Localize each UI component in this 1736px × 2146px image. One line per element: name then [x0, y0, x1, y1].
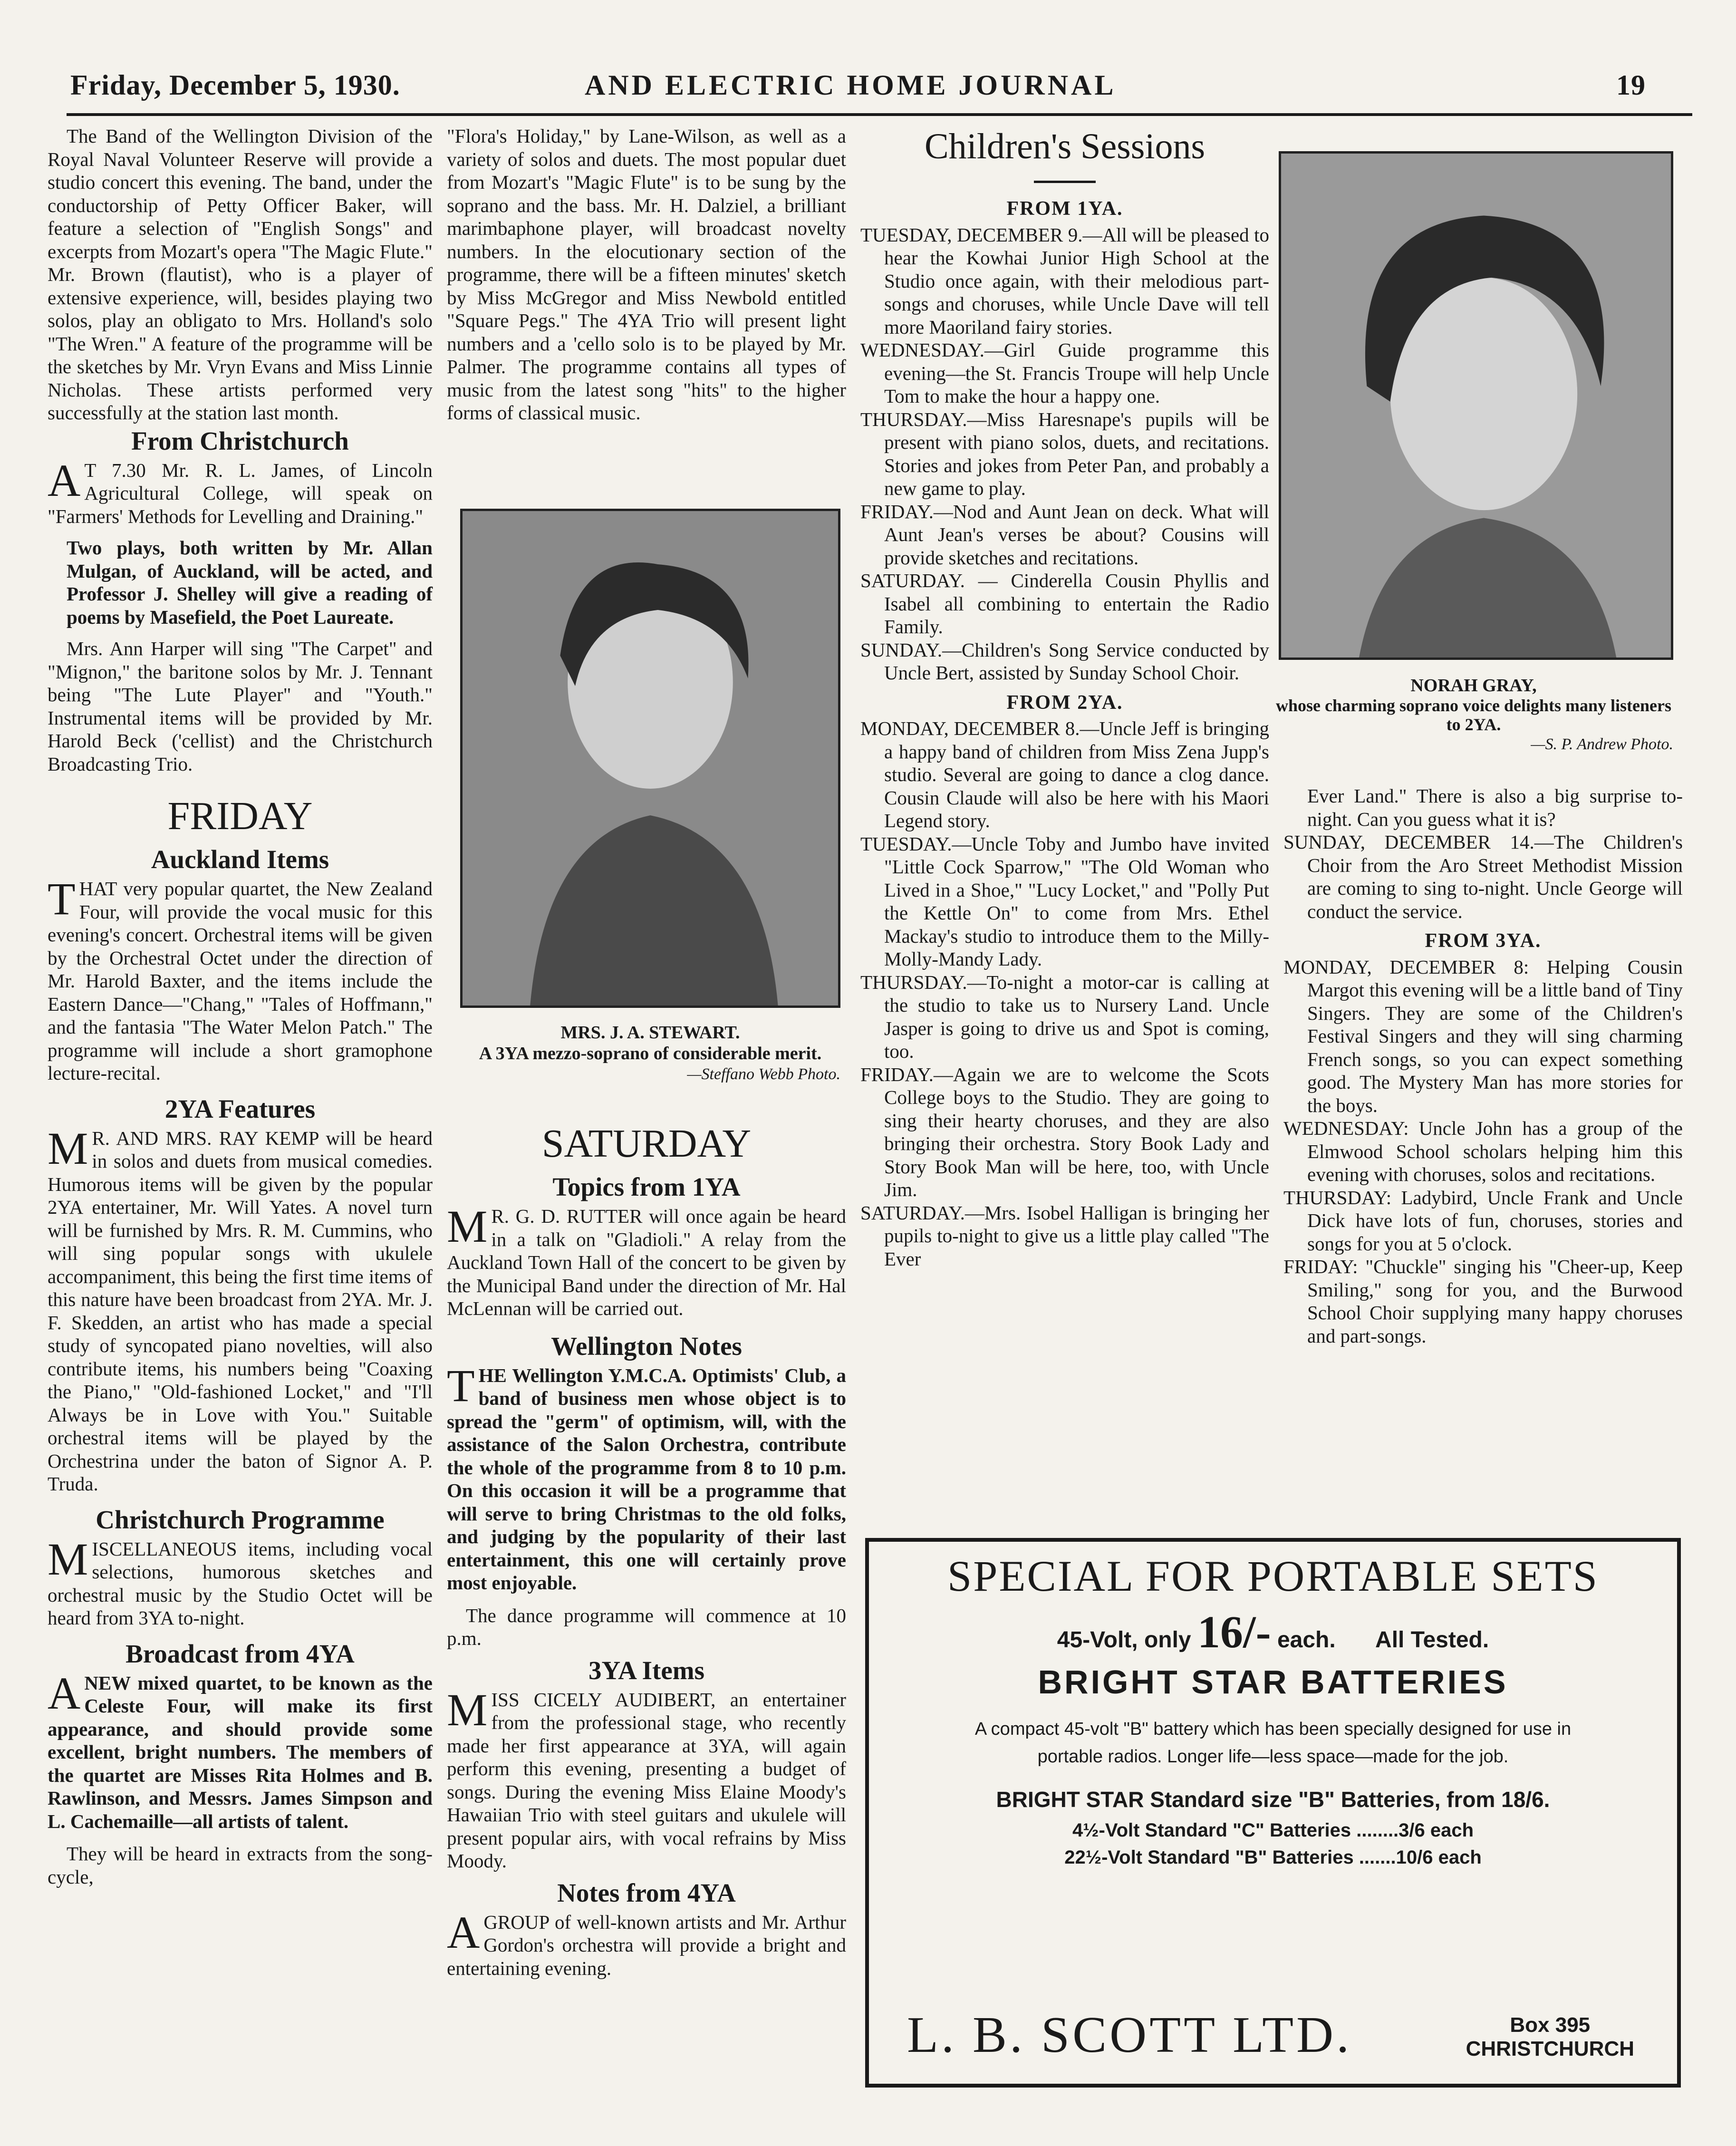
heading-from-2ya: FROM 2YA.	[1006, 691, 1123, 714]
flora-paragraph: "Flora's Holiday," by Lane-Wilson, as well as a variety of solos and duets. The most popular duet from Mozart's "Magic Flute" is to be sung by the soprano and the bass. Mr. H. Dalziel, a brilliant marimbaphone player, will broadcast novelty numbers. In the elocutionary section of the programme, there will be a fifteen minutes' sketch by Miss McGregor and Miss Newbold entitled "Square Pegs." The 4YA Trio will present light numbers and a 'cello solo is to be played by Mr. Palmer. The programme contains all types of music from the latest song "hits" to the higher forms of classical music.	[447, 125, 846, 424]
heading-divider	[1034, 181, 1096, 183]
journal-title: AND ELECTRIC HOME JOURNAL	[585, 69, 1117, 101]
plays-paragraph: Two plays, both written by Mr. Allan Mulgan, of Auckland, will be acted, and Professor J. Shelley will give a reading of poems by Masefield, the Poet Laureate.	[67, 537, 433, 628]
session-entry: THURSDAY.—Miss Haresnape's pupils will be present with piano solos, duets, and recitations. Stories and jokes from Peter Pan, and probably a new game to play.	[860, 408, 1269, 499]
session-entry: SUNDAY.—Children's Song Service conducted by Uncle Bert, assisted by Sunday School Choir.	[860, 638, 1269, 684]
session-entry: MONDAY, DECEMBER 8: Helping Cousin Margot this evening will be a little band of Tiny Singers. They are some of the Children's Festival Singers and they will sing charming French songs, so you can expect something good. The Mystery Man has more stories for the boys.	[1283, 956, 1683, 1116]
ad-standard-line: BRIGHT STAR Standard size "B" Batteries, from 18/6.	[996, 1787, 1550, 1812]
heading-from-3ya: FROM 3YA.	[1425, 930, 1542, 952]
everland-paragraph: Ever Land." There is also a big surprise to-night. Can you guess what it is?	[1307, 785, 1683, 830]
rutter-paragraph: M R. G. D. RUTTER will once again be heard in a talk on "Gladioli." A relay from the Auckland Town Hall of the concert to be given by the Municipal Band under the direction of Mr. Hal McLennan will be carried out.	[447, 1201, 846, 1319]
session-entry: WEDNESDAY.—Girl Guide programme this evening—the St. Francis Troupe will help Uncle Tom to make the hour a happy one.	[860, 339, 1269, 407]
ad-description: A compact 45-volt "B" battery which has been specially designed for use in portable radios. Longer life—less space—made for the job.	[974, 1719, 1572, 1767]
james-paragraph: A T 7.30 Mr. R. L. James, of Lincoln Agricultural College, will speak on "Farmers' Methods for Levelling and Draining."	[48, 454, 433, 527]
heading-wellington-notes: Wellington Notes	[551, 1331, 742, 1361]
heading-from-christchurch: From Christchurch	[131, 426, 349, 455]
session-entry: MONDAY, DECEMBER 8.—Uncle Jeff is bringing a happy band of children from Miss Zena Jupp's studio. Several are going to dance a clog dance. Cousin Claude will also be here with his Maori Legend story.	[860, 717, 1269, 831]
heading-saturday: SATURDAY	[541, 1121, 752, 1166]
heading-3ya-items: 3YA Items	[588, 1655, 704, 1685]
celeste-paragraph: ANEW mixed quartet, to be known as the Celeste Four, will make its first appearance, and should provide some excellent, bright numbers. The members of the quartet are Misses Rita Holmes and B. Rawlinson, and Messrs. James Simpson and L. Cachemaille—all artists of talent.	[48, 1667, 433, 1832]
ad-company: L. B. SCOTT LTD.	[907, 2007, 1352, 2063]
kemp-paragraph: M R. AND MRS. RAY KEMP will be heard in solos and duets from musical comedies. Humorous items will be given by the popular 2YA entertainer, Mr. Will Yates. A novel turn will be furnished by Mrs. R. M. Cummins, who will sing popular songs with ukulele accompaniment, this being the first time items of this nature have been broadcast from 2YA. Mr. J. F. Skedden, an artist who has made a special study of syncopated piano novelties, will also contribute items, his numbers being "Coaxing the Piano," "Old-fashioned Locket," and "I'll Always be in Love with You." Suitable orchestral items will be played by the Orchestrina under the baton of Signor A. P. Truda.	[48, 1122, 433, 1495]
battery-advertisement	[865, 1538, 1681, 2088]
miscellaneous-paragraph: MISCELLANEOUS items, including vocal selections, humorous sketches and orchestral music by the Studio Octet will be heard from 3YA to-night.	[48, 1533, 433, 1629]
stewart-photo	[460, 509, 840, 1008]
naval-band-paragraph: The Band of the Wellington Division of the Royal Naval Volunteer Reserve will provide a studio concert this evening. The band, under the conductorship of Petty Officer Baker, will feature a selection of "English Songs" and excerpts from Mozart's opera "The Magic Flute." Mr. Brown (flautist), who is a player of extensive experience, will, besides playing two solos, play an obligato to Mrs. Holland's solo "The Wren." A feature of the programme will be the sketches by Mr. Vryn Evans and Miss Linnie Nicholas. These artists performed very successfully at the station last month.	[48, 125, 433, 424]
ymca-paragraph: THE Wellington Y.M.C.A. Optimists' Club, a band of business men whose object is to spread the "germ" of optimism, will, with the assistance of the Salon Orchestra, contribute the whole of the programme from 8 to 10 p.m. On this occasion it will be a programme that will serve to bring Christmas to the old folks, and judging by the popularity of their last entertainment, this one will certainly prove most enjoyable.	[447, 1360, 846, 1594]
dance-paragraph: The dance programme will commence at 10 p.m.	[447, 1604, 846, 1649]
session-entry: TUESDAY, DECEMBER 9.—All will be pleased to hear the Kowhai Junior High School at the Studio once again, with their melodious part-songs and choruses, while Uncle Dave will tell more Maoriland fairy stories.	[860, 223, 1269, 338]
session-entry: FRIDAY.—Again we are to welcome the Scots College boys to the Studio. They are going to sing their hearty choruses, and they are also bringing their orchestra. Story Book Lady and Story Book Man will be here, too, with Uncle Jim.	[860, 1063, 1269, 1200]
stewart-caption-desc: A 3YA mezzo-soprano of considerable merit.	[479, 1044, 822, 1063]
norah-caption-name: NORAH GRAY,	[1410, 676, 1537, 696]
gordon-paragraph: AGROUP of well-known artists and Mr. Arthur Gordon's orchestra will provide a bright and entertaining evening.	[447, 1906, 846, 1979]
column-2-bottom	[447, 1122, 846, 1980]
norah-caption-credit: —S. P. Andrew Photo.	[1531, 735, 1673, 753]
issue-date: Friday, December 5, 1930.	[70, 69, 400, 101]
stewart-caption-name: MRS. J. A. STEWART.	[560, 1023, 740, 1043]
column-2-top	[447, 125, 846, 425]
ad-title: SPECIAL FOR PORTABLE SETS	[947, 1552, 1599, 1600]
heading-friday: FRIDAY	[167, 794, 313, 838]
quartet-paragraph: THAT very popular quartet, the New Zealand Four, will provide the vocal music for this evening's concert. Orchestral items will be given by the Orchestral Octet under the direction of Mr. Harold Baxter, and the items include the Eastern Dance—"Chang," "Tales of Hoffmann," and the fantasia "The Water Melon Patch." The programme will include a short gramophone lecture-recital.	[48, 873, 433, 1084]
heading-topics-1ya: Topics from 1YA	[552, 1172, 741, 1201]
heading-christchurch-programme: Christchurch Programme	[96, 1505, 385, 1534]
heading-broadcast-4ya: Broadcast from 4YA	[125, 1639, 355, 1668]
heading-auckland-items: Auckland Items	[151, 845, 329, 874]
column-1	[48, 125, 433, 1888]
session-entry: SUNDAY, DECEMBER 14.—The Children's Choir from the Aro Street Methodist Mission are coming to sing to-night. Uncle George will conduct the service.	[1283, 831, 1683, 922]
page-number: 19	[1616, 69, 1646, 101]
harper-paragraph: Mrs. Ann Harper will sing "The Carpet" and "Mignon," the baritone solos by Mr. J. Tennant being "The Lute Player" and "Youth." Instrumental items will be provided by Mr. Harold Beck ('cellist) and the Christchurch Broadcasting Trio.	[48, 638, 433, 775]
stewart-caption	[460, 1022, 840, 1085]
session-entry: SATURDAY. — Cinderella Cousin Phyllis and Isabel all combining to entertain the Radio Family.	[860, 570, 1269, 638]
ad-box: Box 395	[1510, 2013, 1591, 2037]
ad-price-line: 45-Volt, only 16/- each. All Tested.	[1057, 1606, 1489, 1657]
session-entry: FRIDAY.—Nod and Aunt Jean on deck. What will Aunt Jean's verses be about? Cousins will provide sketches and recitations.	[860, 500, 1269, 569]
heading-2ya-features: 2YA Features	[164, 1094, 316, 1123]
ad-price: 16/-	[1197, 1606, 1271, 1657]
ad-brand: BRIGHT STAR BATTERIES	[1038, 1663, 1508, 1701]
heading-childrens-sessions: Children's Sessions	[924, 126, 1206, 166]
heading-from-1ya: FROM 1YA.	[1006, 198, 1123, 220]
ad-city: CHRISTCHURCH	[1466, 2037, 1634, 2060]
stewart-caption-credit: —Steffano Webb Photo.	[687, 1065, 840, 1083]
header-rule	[67, 113, 1692, 116]
ad-line-c: 4½-Volt Standard "C" Batteries ........3/6 each	[1072, 1820, 1474, 1841]
session-entry: FRIDAY: "Chuckle" singing his "Cheer-up, Keep Smiling," song for you, and the Burwood School Choir supplying many happy choruses and part-songs.	[1283, 1256, 1683, 1347]
norah-gray-photo	[1279, 151, 1673, 660]
session-entry: SATURDAY.—Mrs. Isobel Halligan is bringing her pupils to-night to give us a little play called "The Ever	[860, 1201, 1269, 1270]
they-paragraph: They will be heard in extracts from the song-cycle,	[48, 1843, 433, 1888]
session-entry: THURSDAY: Ladybird, Uncle Frank and Uncle Dick have lots of fun, choruses, stories and songs for you at 5 o'clock.	[1283, 1186, 1683, 1255]
column-4	[1283, 784, 1683, 1347]
norah-gray-caption	[1274, 675, 1673, 755]
session-entry: WEDNESDAY: Uncle John has a group of the Elmwood School scholars helping him this evening with choruses, solos and recitations.	[1283, 1117, 1683, 1185]
audibert-paragraph: MISS CICELY AUDIBERT, an entertainer from the professional stage, who recently made her first appearance at 3YA, will again perform this evening, presenting a budget of songs. During the evening Miss Elaine Moody's Hawaiian Trio with steel guitars and ukulele will present popular airs, with vocal refrains by Miss Moody.	[447, 1684, 846, 1872]
session-entry: TUESDAY.—Uncle Toby and Jumbo have invited "Little Cock Sparrow," "The Old Woman who Lived in a Shoe," "Lucy Locket," and "Polly Put the Kettle On" to come from Mrs. Ethel Mackay's studio to introduce them to the Milly-Molly-Mandy Lady.	[860, 832, 1269, 970]
session-entry: THURSDAY.—To-night a motor-car is calling at the studio to take us to Nursery Land. Uncle Jasper is going to drive us and Spot is coming, too.	[860, 971, 1269, 1062]
norah-caption-desc: whose charming soprano voice delights many listeners to 2YA.	[1276, 696, 1671, 734]
ad-line-b: 22½-Volt Standard "B" Batteries .......10/6 each	[1064, 1847, 1482, 1868]
column-3	[860, 125, 1269, 1270]
ad-address	[1466, 2013, 1634, 2061]
heading-notes-4ya: Notes from 4YA	[557, 1878, 736, 1907]
